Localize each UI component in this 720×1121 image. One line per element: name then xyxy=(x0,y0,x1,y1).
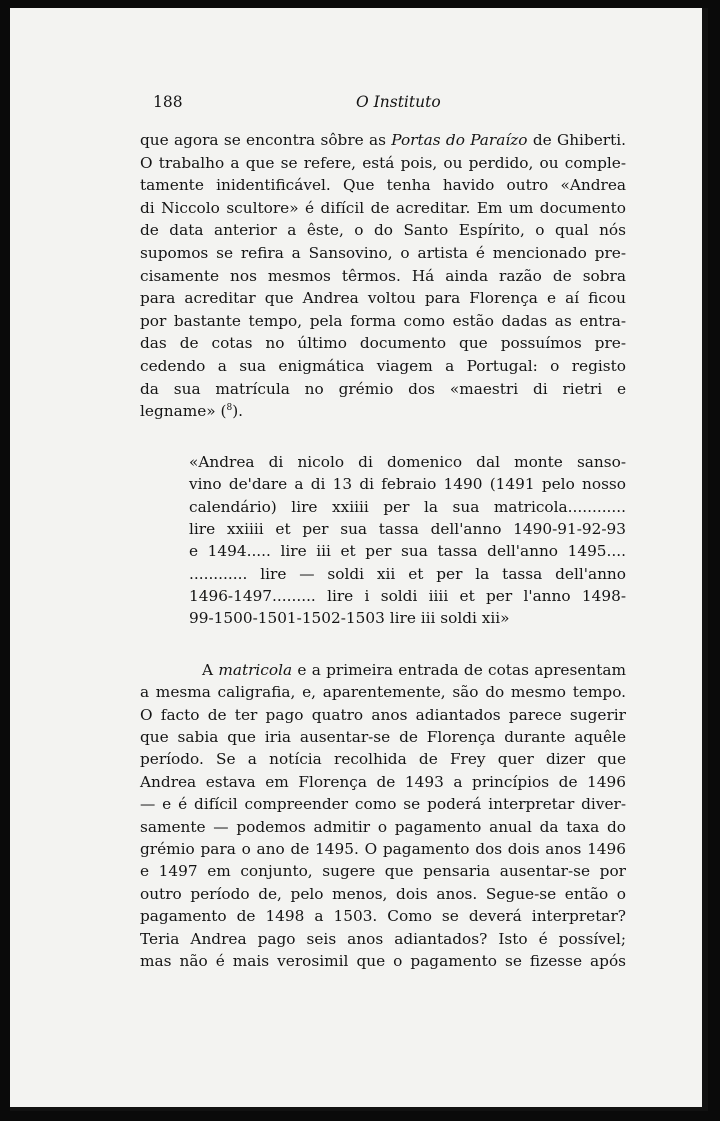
text-line: samente — podemos admitir o pagamento anual da taxa do xyxy=(140,817,626,836)
text-line: pagamento de 1498 a 1503. Como se deverá interpretar? xyxy=(140,907,626,926)
text-line: a mesma caligrafia, e, aparentemente, são do mesmo tempo. xyxy=(140,683,626,702)
quote-line: 1496-1497......... lire i soldi iiii et per l'anno 1498- xyxy=(189,587,626,606)
text-line: de data anterior a êste, o do Santo Espírito, o qual nós xyxy=(140,221,626,240)
paragraph-2 xyxy=(140,659,626,972)
text-line: por bastante tempo, pela forma como estão dadas as entra- xyxy=(140,311,626,330)
text-line: da sua matrícula no grémio dos «maestri di rietri e xyxy=(140,379,626,398)
body-text xyxy=(140,129,626,972)
text-line: e 1497 em conjunto, sugere que pensaria ausentar-se por xyxy=(140,862,626,881)
quote-line: lire xxiiii et per sua tassa dell'anno 1490-91-92-93 xyxy=(189,519,626,538)
quote-line: vino de'dare a di 13 di febraio 1490 (1491 pelo nosso xyxy=(189,475,626,494)
text-line: — e é difícil compreender como se poderá interpretar diver- xyxy=(140,795,626,814)
text-line: legname» ($^8$). xyxy=(140,402,244,421)
quote-line: e 1494..... lire iii et per sua tassa dell'anno 1495.... xyxy=(189,542,626,561)
italic-title: Portas do Paraízo xyxy=(391,131,528,149)
page-number: 188 xyxy=(153,93,183,111)
text-line: grémio para o ano de 1495. O pagamento dos dois anos 1496 xyxy=(140,839,626,858)
text-line: tamente inidentificável. Que tenha havido outro «Andrea xyxy=(140,176,626,195)
running-title: O Instituto xyxy=(356,93,441,111)
text-line: A matricola e a primeira entrada de cotas apresentam xyxy=(202,660,626,679)
text-line: Teria Andrea pago seis anos adiantados? Isto é possível; xyxy=(140,929,626,948)
text-line: supomos se refira a Sansovino, o artista é mencionado pre- xyxy=(140,243,626,262)
text-line: di Niccolo scultore» é difícil de acreditar. Em um documento xyxy=(140,198,626,217)
text-line: para acreditar que Andrea voltou para Florença e aí ficou xyxy=(140,289,626,308)
text-line: outro período de, pelo menos, dois anos. Segue-se então o xyxy=(140,884,626,903)
paragraph-1 xyxy=(140,129,626,423)
footnote-reference: 8 xyxy=(226,403,233,414)
text-line: que agora se encontra sôbre as Portas do Paraízo de Ghiberti. xyxy=(140,131,627,149)
text-line: O trabalho a que se refere, está pois, ou perdido, ou comple- xyxy=(140,153,626,172)
text-line: mas não é mais verosimil que o pagamento se fizesse após xyxy=(140,951,626,970)
page-header xyxy=(153,93,637,117)
block-quote xyxy=(140,451,626,630)
text-line: cisamente nos mesmos têrmos. Há ainda razão de sobra xyxy=(140,266,626,285)
text-line: Andrea estava em Florença de 1493 a princípios de 1496 xyxy=(140,772,626,791)
quote-line: calendário) lire xxiiii per la sua matricola............ xyxy=(189,497,626,516)
text-line: período. Se a notícia recolhida de Frey quer dizer que xyxy=(140,750,626,769)
quote-line: 99-1500-1501-1502-1503 lire iii soldi xii» xyxy=(189,609,510,628)
quote-line: ............ lire — soldi xii et per la tassa dell'anno xyxy=(189,564,626,583)
quote-line: «Andrea di nicolo di domenico dal monte sanso- xyxy=(189,452,626,471)
text-line: das de cotas no último documento que possuímos pre- xyxy=(140,334,626,353)
text-line: cedendo a sua enigmática viagem a Portugal: o registo xyxy=(140,356,626,375)
italic-term: matricola xyxy=(218,660,293,679)
text-line: que sabia que iria ausentar-se de Florença durante aquêle xyxy=(140,728,626,747)
text-line: O facto de ter pago quatro anos adiantados parece sugerir xyxy=(140,705,626,724)
